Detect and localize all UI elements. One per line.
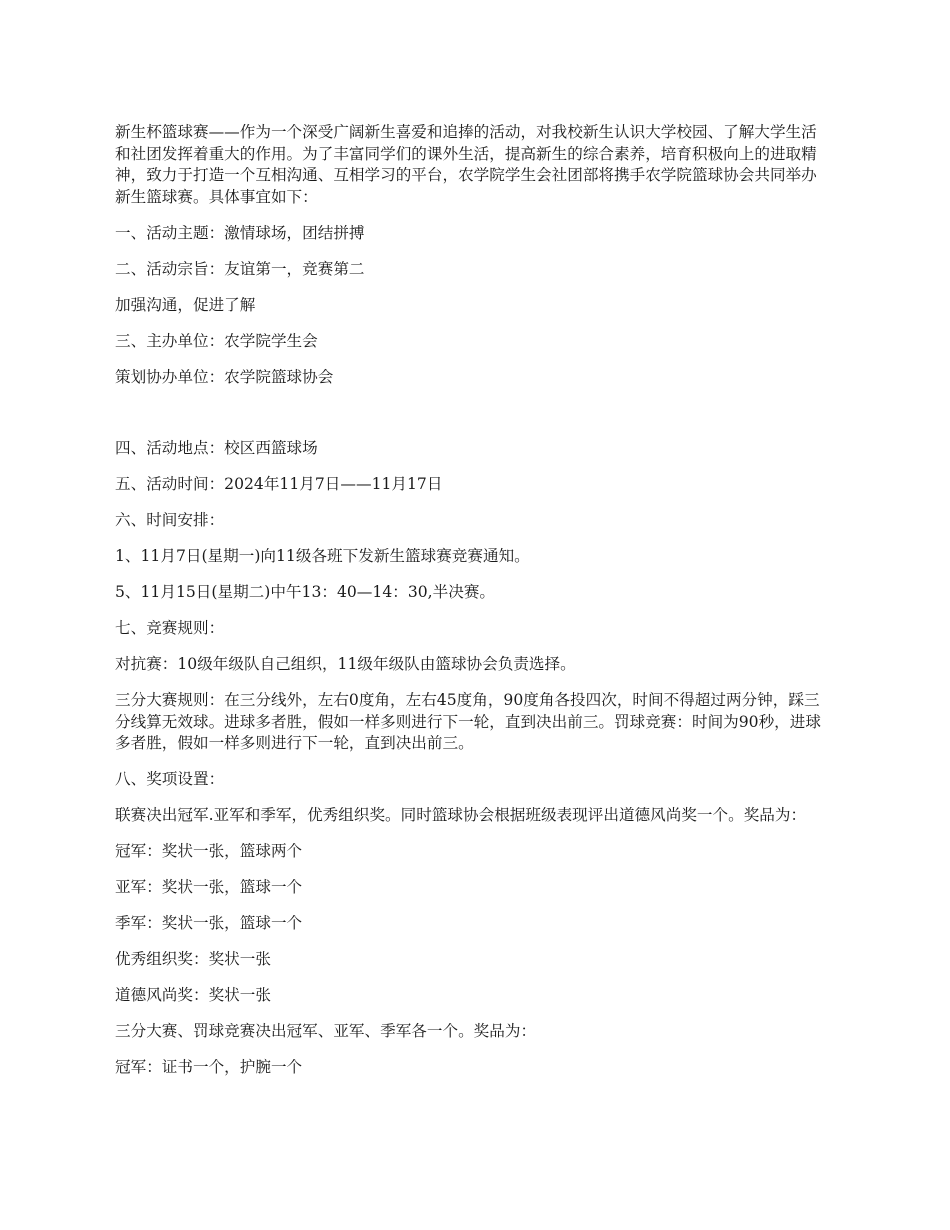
award-item: 亚军：奖状一张，篮球一个: [115, 878, 303, 896]
schedule-item: 1、11月7日(星期一)向11级各班下发新生篮球赛竞赛通知。: [115, 547, 530, 565]
activity-location: 四、活动地点：校区西篮球场: [115, 439, 318, 457]
schedule-heading: 六、时间安排：: [115, 511, 225, 529]
rule-match: 对抗赛：10级年级队自己组织，11级年级队由篮球协会负责选择。: [115, 655, 576, 673]
activity-purpose: 二、活动宗旨：友谊第一，竞赛第二: [115, 259, 365, 278]
intro-paragraph: 新生杯篮球赛——作为一个深受广阔新生喜爱和追捧的活动，对我校新生认识大学校园、了解大学生活和社团发挥着重大的作用。为了丰富同学们的课外生活，提高新生的综合素养，培育积极向上的进取精神，致力于打造一个互相沟通、互相学习的平台，农学院学生会社团部将携手农学院篮球协会共同举办新生篮球赛。具体事宜如下：: [115, 123, 817, 206]
awards-description: 联赛决出冠军.亚军和季军，优秀组织奖。同时篮球协会根据班级表现评出道德风尚奖一个。奖品为：: [115, 806, 807, 824]
co-organizer: 策划协办单位：农学院篮球协会: [115, 367, 334, 386]
activity-purpose-detail: 加强沟通，促进了解: [115, 295, 256, 314]
award-item: 道德风尚奖：奖状一张: [115, 986, 271, 1004]
document-page: [115, 122, 827, 1079]
contest-awards-description: 三分大赛、罚球竞赛决出冠军、亚军、季军各一个。奖品为：: [115, 1022, 537, 1040]
award-item: 冠军：奖状一张，篮球两个: [115, 842, 303, 860]
award-item: 优秀组织奖：奖状一张: [115, 950, 271, 968]
award-item: 冠军：证书一个，护腕一个: [115, 1058, 303, 1076]
rules-heading: 七、竞赛规则：: [115, 619, 225, 637]
activity-time: 五、活动时间：2024年11月7日——11月17日: [115, 475, 443, 493]
rule-three-point: 三分大赛规则：在三分线外，左右0度角，左右45度角，90度角各投四次，时间不得超过两分钟，踩三分线算无效球。进球多者胜，假如一样多则进行下一轮，直到决出前三。罚球竞赛：时间为90秒，进球多者胜，假如一样多则进行下一轮，直到决出前三。: [115, 691, 821, 752]
activity-theme: 一、活动主题：激情球场，团结拼搏: [115, 223, 365, 242]
award-item: 季军：奖状一张，篮球一个: [115, 914, 303, 932]
organizer: 三、主办单位：农学院学生会: [115, 331, 318, 350]
awards-heading: 八、奖项设置：: [115, 770, 225, 788]
schedule-item: 5、11月15日(星期二)中午13：40—14：30,半决赛。: [115, 583, 496, 601]
